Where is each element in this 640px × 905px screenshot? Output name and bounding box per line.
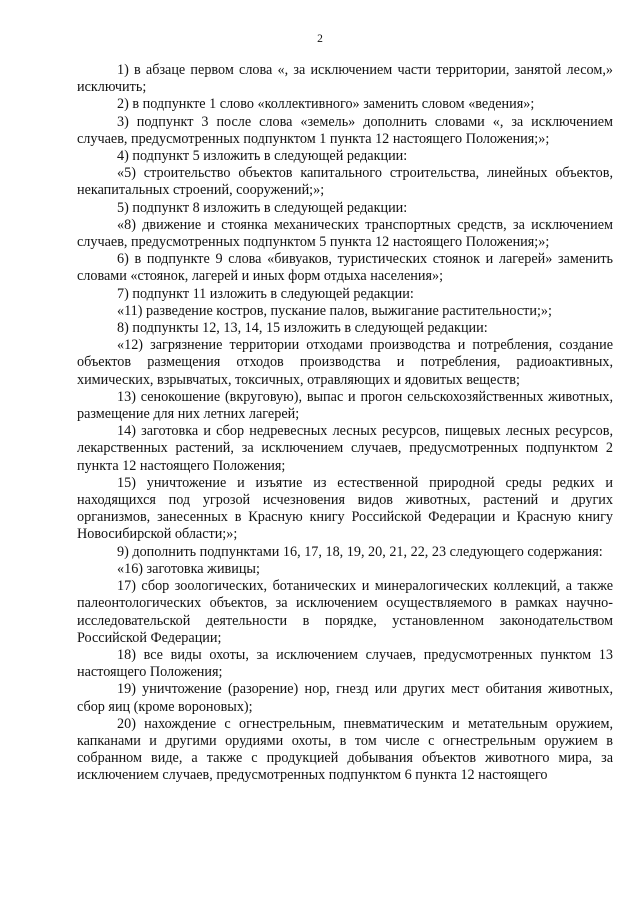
paragraph: «11) разведение костров, пускание палов, выжигание растительности;»; (117, 302, 552, 319)
paragraph: «5) строительство объектов капитального строительства, линейных объектов, некапитальных строений, сооружений;»; (77, 165, 613, 199)
paragraph: 3) подпункт 3 после слова «земель» дополнить словами «, за исключением случаев, предусмотренных подпунктом 1 пункта 12 настоящего Положения;»; (77, 113, 613, 147)
paragraph: 7) подпункт 11 изложить в следующей редакции: (117, 285, 414, 302)
paragraph: 4) подпункт 5 изложить в следующей редакции: (117, 148, 408, 165)
paragraph: «16) заготовка живицы; (117, 560, 260, 577)
paragraph: 6) в подпункте 9 слова «бивуаков, туристических стоянок и лагерей» заменить словами «стоянок, лагерей и иных форм отдыха населения»; (77, 251, 613, 285)
paragraph: 1) в абзаце первом слова «, за исключением части территории, занятой лесом,» исключить; (77, 62, 613, 96)
page-number: 2 (317, 33, 323, 45)
paragraph: 5) подпункт 8 изложить в следующей редакции: (117, 199, 408, 216)
paragraph: 14) заготовка и сбор недревесных лесных ресурсов, пищевых лесных ресурсов, лекарственных растений, за исключением случаев, предусмотренных подпунктом 2 пункта 12 настоящего Положения; (77, 423, 613, 474)
paragraph: 17) сбор зоологических, ботанических и минералогических коллекций, а также палеонтологических объектов, за исключением осуществляемого в рамках научно-исследовательской деятельности в порядке, установленном законодательством Российской Федерации; (77, 578, 613, 646)
paragraph: 19) уничтожение (разорение) нор, гнезд или других мест обитания животных, сбор яиц (кроме вороновых); (77, 681, 613, 715)
paragraph: 20) нахождение с огнестрельным, пневматическим и метательным оружием, капканами и другими орудиями охоты, в том числе с огнестрельным оружием в собранном виде, а также с продукцией добывания объектов животного мира, за исключением случаев, предусмотренных подпунктом 6 пункта 12 настоящего (77, 715, 613, 784)
paragraph: 15) уничтожение и изъятие из естественной природной среды редких и находящихся под угрозой исчезновения видов животных, растений и других организмов, занесенных в Красную книгу Российской Федерации и Красную книгу Новосибирской области;»; (77, 474, 613, 543)
paragraph: 8) подпункты 12, 13, 14, 15 изложить в следующей редакции: (117, 320, 488, 337)
paragraph: 9) дополнить подпунктами 16, 17, 18, 19, 20, 21, 22, 23 следующего содержания: (117, 543, 603, 560)
paragraph: 13) сенокошение (вкруговую), выпас и прогон сельскохозяйственных животных, размещение для них летних лагерей; (77, 388, 613, 423)
paragraph: «12) загрязнение территории отходами производства и потребления, создание объектов размещения отходов производства и потребления, радиоактивных, химических, взрывчатых, токсичных, отравляющих и ядовитых веществ; (77, 337, 613, 388)
document-body (77, 62, 613, 785)
paragraph: 2) в подпункте 1 слово «коллективного» заменить словом «ведения»; (117, 96, 535, 113)
paragraph: 18) все виды охоты, за исключением случаев, предусмотренных пунктом 13 настоящего Положения; (77, 646, 613, 681)
paragraph: «8) движение и стоянка механических транспортных средств, за исключением случаев, предусмотренных подпунктом 5 пункта 12 настоящего Положения;»; (77, 216, 613, 251)
